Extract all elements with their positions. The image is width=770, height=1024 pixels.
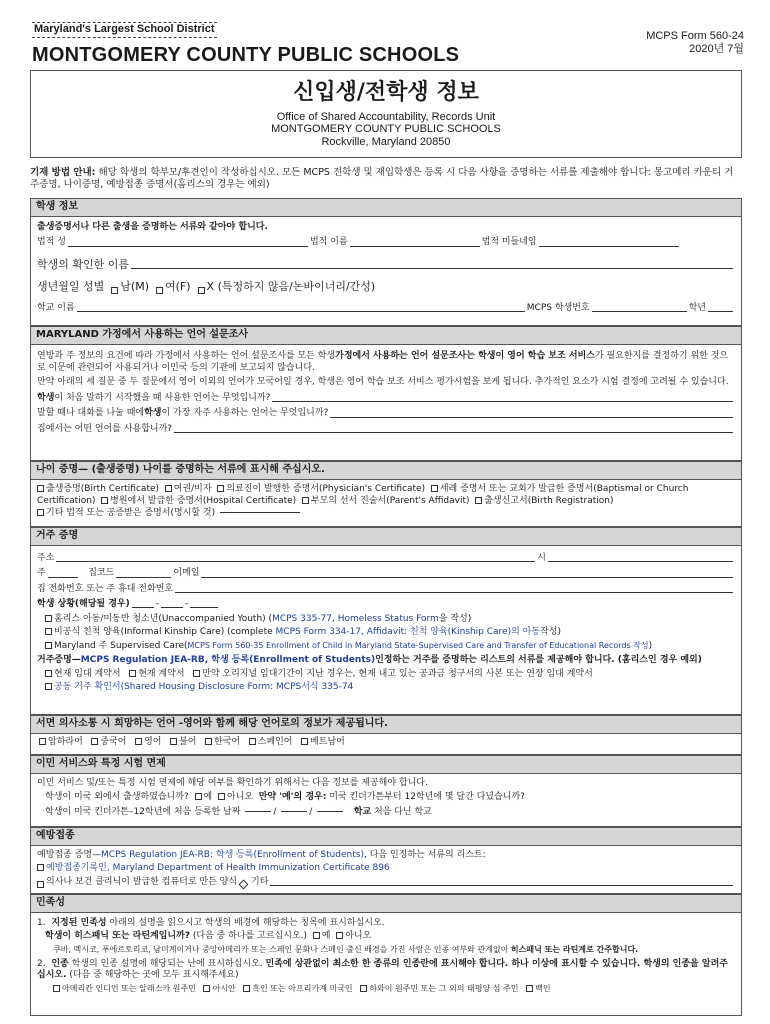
address-label: 주소 bbox=[37, 553, 55, 563]
immunization-other-field[interactable] bbox=[270, 885, 733, 886]
school-name-field[interactable] bbox=[77, 311, 525, 312]
hispanic-note: 쿠바, 멕시코, 푸에르토리코, 남미계이거나 중앙아메리카 또는 스페인 문화나 스페인 출신 배경을 가진 사람은 인종 여부와 관계없이 bbox=[53, 944, 511, 954]
first-enrollment-year-field[interactable] bbox=[317, 811, 343, 812]
american-indian-label: 아메리칸 인디언 또는 알래스카 원주민 bbox=[62, 984, 196, 993]
immunization-cert-checkbox[interactable] bbox=[37, 864, 44, 871]
korean-checkbox[interactable] bbox=[205, 738, 212, 745]
zip-label: 집코드 bbox=[88, 568, 115, 579]
supervised-care-form-link[interactable]: MCPS Form 560-35 Enrollment of Child in Maryland State-Supervised Care and Transfer of Educational Records 작성 bbox=[187, 640, 649, 650]
asian-label: 아시안 bbox=[212, 984, 236, 993]
student-info-note: 출생증명서나 다른 출생을 증명하는 서류와 같아야 합니다. bbox=[37, 222, 268, 232]
first-enrollment-day-field[interactable] bbox=[281, 811, 307, 812]
race-instruction-bold: 민족에 상관없이 최소한 한 종류의 인종란에 표시해야 합니다. 하나 이상에 표시할 수 있습니다. 학생의 인종을 알려주십시오. bbox=[37, 958, 728, 980]
black-checkbox[interactable] bbox=[243, 985, 250, 992]
instructions bbox=[30, 167, 742, 192]
baptismal-cert-checkbox[interactable] bbox=[431, 485, 438, 492]
male-checkbox[interactable] bbox=[111, 287, 118, 294]
hospital-cert-checkbox[interactable] bbox=[101, 497, 108, 504]
computer-form-checkbox[interactable] bbox=[37, 881, 44, 888]
male-label: 남(M) bbox=[120, 280, 149, 294]
amharic-label: 암하라어 bbox=[48, 737, 83, 747]
asian-checkbox[interactable] bbox=[203, 985, 210, 992]
school-name-label: 학교 이름 bbox=[37, 303, 75, 313]
legal-first-name-label: 법적 이름 bbox=[309, 237, 348, 248]
female-label: 여(F) bbox=[164, 280, 191, 294]
hispanic-yes-checkbox[interactable] bbox=[313, 932, 320, 939]
homeless-label: 홈리스 아동/미동반 청소년(Unaccompanied Youth) ( bbox=[54, 614, 273, 624]
phone-label: 집 전화번호 또는 주 휴대 전화번호 bbox=[37, 583, 174, 594]
survey-paragraph-1b: 가정에서 사용하는 언어 설문조사는 학생이 영어 학습 보조 서비스 bbox=[335, 351, 595, 361]
supervised-care-label-end: ) bbox=[648, 640, 653, 651]
legal-middle-name-field[interactable] bbox=[539, 246, 679, 247]
immigrant-paragraph: 이민 서비스 및/또는 특정 시험 면제에 해당 여부를 확인하기 위해서는 다음 정보를 제공해야 합니다. bbox=[37, 778, 428, 788]
hispanic-no-checkbox[interactable] bbox=[336, 932, 343, 939]
immunization-heading: 예방접종 bbox=[31, 828, 741, 846]
immunization-other-label: 기타 bbox=[251, 876, 269, 887]
q1-text: 이 처음 말하기 시작했을 때 사용한 언어는 무엇입니까? bbox=[54, 393, 271, 404]
current-contract-checkbox[interactable] bbox=[129, 670, 136, 677]
current-lease-checkbox[interactable] bbox=[45, 670, 52, 677]
immigrant-heading: 이민 서비스와 특정 시험 면제 bbox=[31, 756, 741, 774]
office-name: Office of Shared Accountability, Records Unit bbox=[276, 110, 496, 123]
q1-student-word: 학생 bbox=[37, 393, 55, 404]
english-label: 영어 bbox=[144, 737, 162, 747]
other-legal-doc-field[interactable] bbox=[220, 512, 300, 513]
regulation-jea-rb-link[interactable]: MCPS Regulation JEA-RB, 학생 등록(Enrollment of Students) bbox=[80, 654, 376, 665]
state-field[interactable] bbox=[48, 577, 78, 578]
legal-last-name-field[interactable] bbox=[68, 246, 308, 247]
white-checkbox[interactable] bbox=[526, 985, 533, 992]
immunization-regulation-link[interactable]: MCPS Regulation JEA-RB: 학생 등록(Enrollment of Students) bbox=[101, 850, 364, 860]
supervised-care-checkbox[interactable] bbox=[45, 642, 52, 649]
grade-label: 학년 bbox=[688, 303, 706, 313]
residence-proof-text: 인정하는 거주를 증명하는 리스트의 서류를 제공해야 합니다. (홈리스인 경우 예외) bbox=[375, 654, 702, 665]
q1-answer-field[interactable] bbox=[272, 401, 733, 402]
q3-text: 집에서는 어떤 언어를 사용합니까? bbox=[37, 423, 173, 434]
french-checkbox[interactable] bbox=[170, 738, 177, 745]
x-checkbox[interactable] bbox=[198, 287, 205, 294]
language-survey-section bbox=[30, 326, 742, 461]
q2-prefix: 말할 때나 대화를 나눌 때에 bbox=[37, 408, 145, 419]
other-diamond-icon[interactable] bbox=[239, 879, 249, 889]
white-label: 백인 bbox=[535, 984, 551, 993]
district-tagline: Maryland's Largest School District bbox=[32, 22, 217, 38]
birth-registration-label: 출생신고서(Birth Registration) bbox=[484, 496, 614, 507]
shared-housing-checkbox[interactable] bbox=[45, 683, 52, 690]
form-header bbox=[32, 10, 744, 68]
current-lease-label: 현재 임대 계약서 bbox=[54, 669, 121, 679]
physician-cert-checkbox[interactable] bbox=[217, 485, 224, 492]
student-info-section bbox=[30, 198, 742, 326]
legal-last-name-label: 법적 성 bbox=[37, 237, 66, 248]
state-label: 주 bbox=[37, 568, 46, 579]
ethnicity-q1-number: 1. bbox=[37, 918, 46, 928]
first-enrollment-month-field[interactable] bbox=[245, 811, 271, 812]
grade-field[interactable] bbox=[708, 311, 733, 312]
instructions-label: 기재 방법 안내: bbox=[30, 167, 96, 178]
homeless-checkbox[interactable] bbox=[45, 615, 52, 622]
english-checkbox[interactable] bbox=[135, 738, 142, 745]
instructions-text: 해당 학생의 학부모/후견인이 작성하십시오. 모든 MCPS 전학생 및 재입학생은 등록 시 다음 사항을 증명하는 서류를 제출해야 합니다: 몽고메리 카운티 거주증명, 나이증명, 예방접종 증명서(홈리스의 경우는 예외) bbox=[30, 167, 734, 191]
parent-affidavit-label: 부모의 선서 진술서(Parent's Affidavit) bbox=[310, 496, 470, 507]
immunization-cert-link[interactable]: 예방접종기록인, Maryland Department of Health Immunization Certificate 896 bbox=[46, 863, 390, 874]
legal-middle-name-label: 법적 미들네임 bbox=[481, 237, 537, 248]
other-legal-doc-checkbox[interactable] bbox=[37, 509, 44, 516]
race-title: 인종 bbox=[51, 958, 69, 969]
survey-paragraph-1c: 가 필요한지를 결정하기 위한 것으로 이문에 관련되어 사용되거나 이민국 등의 기관에 보고되지 않습니다. bbox=[37, 351, 729, 373]
status-field-2[interactable] bbox=[161, 607, 183, 608]
computer-form-label: 의사나 보건 클리닉이 발급한 컴퓨터로 만든 양식 bbox=[46, 876, 238, 887]
months-attended-question: 미국 킨더가튼부터 12학년에 몇 달간 다녔습니까? bbox=[326, 792, 525, 803]
parent-affidavit-checkbox[interactable] bbox=[302, 497, 309, 504]
shared-housing-form-link[interactable]: 공동 거주 확인서(Shared Housing Disclosure Form: MCPS서식 335-74 bbox=[54, 682, 354, 693]
age-proof-heading: 나이 증명— (출생증명) 나이를 증명하는 서류에 표시해 주십시오. bbox=[31, 462, 741, 480]
korean-label: 한국어 bbox=[214, 737, 241, 747]
black-label: 흑인 또는 아프리카계 미국인 bbox=[252, 984, 353, 993]
confirmed-name-label: 학생의 확인한 이름 bbox=[37, 257, 130, 271]
amharic-checkbox[interactable] bbox=[39, 738, 46, 745]
first-school-text: 처음 다닌 학교 bbox=[371, 806, 432, 817]
current-contract-label: 현재 계약서 bbox=[138, 669, 185, 679]
student-info-heading: 학생 정보 bbox=[31, 199, 741, 217]
status-field-3[interactable] bbox=[190, 607, 218, 608]
spanish-checkbox[interactable] bbox=[249, 738, 256, 745]
mcps-id-field[interactable] bbox=[592, 311, 687, 312]
q2-text: 이 가장 자주 사용하는 언어는 무엇입니까? bbox=[161, 408, 329, 419]
ethnicity-q2-number: 2. bbox=[37, 958, 46, 969]
form-title: 신입생/전학생 정보 bbox=[293, 80, 479, 105]
vietnamese-label: 베트남어 bbox=[310, 737, 345, 747]
hispanic-no-label: 아니오 bbox=[345, 931, 372, 942]
email-label: 이메일 bbox=[173, 568, 200, 579]
office-org: MONTGOMERY COUNTY PUBLIC SCHOOLS bbox=[271, 123, 501, 136]
q2-student-word: 학생 bbox=[144, 408, 162, 419]
x-label: X (특정하지 않음/논바이너리/간성) bbox=[206, 280, 376, 294]
survey-paragraph-1a: 연방과 주 정보의 요건에 따라 가정에서 사용하는 언어 설문조사를 모든 학생 bbox=[37, 351, 336, 361]
ethnicity-heading: 민족성 bbox=[31, 895, 741, 913]
utility-bill-checkbox[interactable] bbox=[193, 670, 200, 677]
phone-field[interactable] bbox=[175, 592, 733, 593]
immigrant-section: 이민 서비스와 특정 시험 면제 이민 서비스 및/또는 특정 시험 면제에 해당 여부를 확인하기 위해서는 다음 정보를 제공해야 합니다. 학생이 미국 외에서 출생하였습니까? 예 아니오 만약 '예'의 경우: 미국 킨더가튼부터 12학년에 몇 달간 다녔습니까? 학생이 미국 킨더가튼–12학년에 처음 등록한 날짜 / / 학교 처음 다닌 학교 bbox=[30, 755, 742, 827]
ethnicity-q1-title: 지정된 민족성 bbox=[51, 918, 107, 928]
form-number-block bbox=[646, 30, 744, 56]
spanish-label: 스페인어 bbox=[257, 737, 293, 747]
passport-checkbox[interactable] bbox=[165, 485, 172, 492]
pacific-islander-checkbox[interactable] bbox=[360, 985, 367, 992]
first-enrollment-question: 학생이 미국 킨더가튼–12학년에 처음 등록한 날짜 bbox=[45, 806, 241, 817]
zip-field[interactable] bbox=[116, 577, 171, 578]
title-box bbox=[30, 70, 742, 158]
mcps-id-label: MCPS 학생번호 bbox=[526, 303, 590, 313]
sex-label: 성별 bbox=[83, 280, 105, 294]
birth-certificate-checkbox[interactable] bbox=[37, 485, 44, 492]
chinese-checkbox[interactable] bbox=[91, 738, 98, 745]
born-outside-yes-label: 예 bbox=[203, 792, 213, 803]
status-field-1[interactable] bbox=[132, 607, 154, 608]
vietnamese-checkbox[interactable] bbox=[301, 738, 308, 745]
form-number: MCPS Form 560-24 bbox=[646, 30, 744, 42]
hispanic-question: 학생이 히스패닉 또는 라틴계입니까? bbox=[45, 931, 191, 942]
language-survey-heading: MARYLAND 가정에서 사용하는 언어 설문조사 bbox=[31, 327, 741, 345]
confirmed-name-field[interactable] bbox=[131, 268, 733, 269]
baptismal-cert-label: 세례 증명서 또는 교회가 발급한 증명서(Baptismal or Church Certification) bbox=[37, 484, 689, 507]
american-indian-checkbox[interactable] bbox=[53, 985, 60, 992]
residence-proof-label: 거주증명— bbox=[37, 654, 81, 665]
q3-answer-field[interactable] bbox=[174, 432, 733, 433]
born-outside-no-checkbox[interactable] bbox=[218, 793, 225, 800]
immunization-proof-text: , 다음 인정하는 서류의 리스트: bbox=[363, 850, 486, 860]
birth-registration-checkbox[interactable] bbox=[475, 497, 482, 504]
student-status-label: 학생 상황(해당될 경우) bbox=[37, 598, 130, 609]
immunization-section bbox=[30, 827, 742, 894]
other-legal-doc-label: 기타 법적 또는 공증받은 증명서(명시할 것) bbox=[46, 508, 216, 519]
born-outside-us-question: 학생이 미국 외에서 출생하였습니까? bbox=[45, 792, 189, 803]
office-address: Rockville, Maryland 20850 bbox=[321, 135, 451, 148]
city-label: 시 bbox=[537, 553, 546, 563]
race-text: 학생의 인종 설명에 해당되는 난에 표시하십시오. bbox=[68, 958, 266, 969]
homeless-form-link[interactable]: MCPS 335-77, Homeless Status Form bbox=[272, 614, 439, 624]
kinship-care-form-link[interactable]: MCPS Form 334-17, Affidavit: 친척 양육(Kinship Care)의 아동 bbox=[275, 627, 541, 638]
first-school-label: 학교 bbox=[353, 806, 372, 817]
if-yes-label: 만약 '예'의 경우: bbox=[258, 792, 327, 803]
email-field[interactable] bbox=[201, 577, 733, 578]
kinship-care-checkbox[interactable] bbox=[45, 628, 52, 635]
ethnicity-section bbox=[30, 894, 742, 1016]
address-field[interactable] bbox=[56, 561, 535, 562]
utility-bill-label: 만약 오리지널 임대기간이 지난 경우는, 현재 내고 있는 공과금 청구서의 사본 또는 연장 임대 계약서 bbox=[202, 669, 593, 679]
french-label: 불어 bbox=[179, 737, 197, 747]
race-hint: (다음 중 해당하는 곳에 모두 표시해주세요) bbox=[66, 969, 239, 980]
kinship-care-label-end: 작성) bbox=[540, 627, 561, 638]
hispanic-yes-label: 예 bbox=[321, 931, 331, 942]
hispanic-note-bold: 히스패닉 또는 라틴계로 간주합니다. bbox=[510, 944, 639, 954]
residence-heading: 거주 증명 bbox=[31, 528, 741, 546]
form-date: 2020년 7월 bbox=[689, 43, 744, 56]
chinese-label: 중국어 bbox=[100, 737, 127, 747]
org-name: MONTGOMERY COUNTY PUBLIC SCHOOLS bbox=[32, 44, 460, 66]
written-language-heading: 서면 의사소통 시 희망하는 언어 -영어와 함께 해당 언어로의 정보가 제공됩니다. bbox=[31, 716, 741, 734]
physician-cert-label: 의료진이 발행한 증명서(Physician's Certificate) bbox=[226, 484, 426, 494]
survey-paragraph-2: 만약 아래의 세 질문 중 두 질문에서 영어 이외의 언어가 모국어일 경우, 학생은 영어 학습 보조 서비스 평가시험을 보게 됩니다. 추가적인 요소가 시험 결정에 고려될 수 있습니다. bbox=[37, 377, 729, 388]
written-language-section bbox=[30, 715, 742, 755]
hospital-cert-label: 병원에서 발급한 증명서(Hospital Certificate) bbox=[110, 496, 297, 507]
residence-section: 거주 증명 주소 시 주 집코드 이메일 집 전화번호 또는 주 휴대 전화번호 학생 상황(해당될 경우) - - 홈리스 아동/미동반 청소년(Unaccompanied Youth) (MCPS 335-77, Homeless Status Form을 작성) 비공식 친척 양육(Informal Kinship Care) (complete MCPS Form 334-17, Affidavit: 친척 양육(Kinship Care)의 아동작성) Maryland 주 Supervised Care(MCPS Form 560-35 Enrollment of Child in Maryland State-Supervised Care and Transfer of Educational Records 작성) 거주증명—MCPS Regulation JEA-RB, 학생 등록(Enrollment of Students)인정하는 거주를 증명하는 리스트의 서류를 제공해야 합니다. (홈리스인 경우 예외) 현재 임대 계약서 현재 계약서 만약 오리지널 임대기간이 지난 경우는, 현재 내고 있는 공과금 청구서의 사본 또는 연장 임대 계약서 공동 거주 확인서(Shared Housing Disclosure Form: MCPS서식 335-74 bbox=[30, 527, 742, 715]
supervised-care-label: Maryland 주 Supervised Care( bbox=[54, 640, 188, 651]
ethnicity-q1-text: 아래의 설명을 읽으시고 학생의 배경에 해당하는 칭목에 표시하십시오. bbox=[106, 918, 385, 928]
city-field[interactable] bbox=[548, 561, 733, 562]
born-outside-yes-checkbox[interactable] bbox=[195, 793, 202, 800]
age-proof-section bbox=[30, 461, 742, 527]
hispanic-hint: (다음 중 하나를 고르십시오.) bbox=[190, 931, 308, 942]
dob-label: 생년월일 bbox=[37, 280, 80, 294]
passport-label: 여권/비자 bbox=[173, 484, 212, 494]
immunization-proof-label: 예방접종 증명— bbox=[37, 850, 102, 860]
homeless-label-end: 을 작성) bbox=[438, 614, 472, 624]
female-checkbox[interactable] bbox=[156, 287, 163, 294]
born-outside-no-label: 아니오 bbox=[226, 792, 254, 803]
birth-certificate-label: 출생증명(Birth Certificate) bbox=[46, 484, 160, 494]
q2-answer-field[interactable] bbox=[330, 417, 733, 418]
pacific-islander-label: 하와이 원주민 또는 그 외의 태평양 섬 주민 bbox=[369, 984, 519, 993]
kinship-care-label: 비공식 친척 양육(Informal Kinship Care) (complete bbox=[54, 627, 276, 638]
legal-first-name-field[interactable] bbox=[350, 246, 480, 247]
